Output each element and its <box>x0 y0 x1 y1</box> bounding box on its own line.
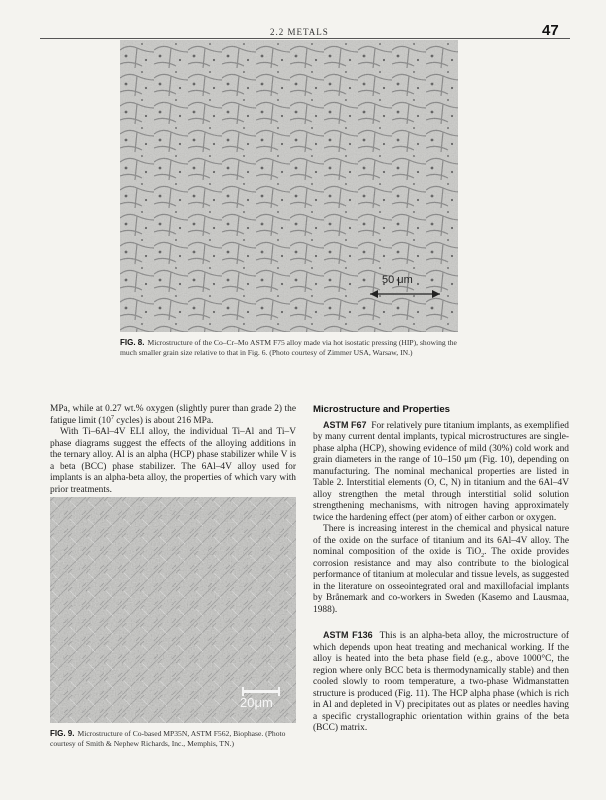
right-column <box>313 404 569 735</box>
left-para-1: MPa, while at 0.27 wt.% oxygen (slightly purer than grade 2) the fatigue limit ($10^7$ cycles) is about 216 MPa. <box>50 404 296 426</box>
header-rule <box>40 38 570 39</box>
fig8-micrograph-image <box>120 40 458 332</box>
section-heading: Microstructure and Properties <box>313 404 451 415</box>
page-number: 47 <box>542 22 559 39</box>
fig8-scale-label: 50 μm <box>382 274 413 286</box>
fig9-caption <box>50 729 296 749</box>
astm-f67-label: ASTM F67 <box>323 419 367 430</box>
fig9-caption-text: Microstructure of Co-based MP35N, ASTM F562, Biophase. (Photo courtesy of Smith & Nephew Richards, Inc., Memphis, TN.) <box>50 729 286 748</box>
running-head: 2.2 METALS <box>270 27 329 37</box>
fig9-scale-label: 20μm <box>240 695 273 710</box>
fig8-caption <box>120 338 458 358</box>
astm-f136-label: ASTM F136 <box>323 630 373 640</box>
fig9-micrograph-image <box>50 497 296 723</box>
oxide-paragraph: There is increasing interest in the chemical and physical nature of the oxide on the surface of titanium and its 6Al–4V alloy. The nominal composition of the oxide is TiO$_2$. The oxide provides corrosion resistance and may also contribute to the biological performance of titanium at molecular and tissue levels, as suggested in the literature on osseointegrated oral and maxillofacial implants by Brånemark and co-workers in Sweden (Kasemo and Lausmaa, 1988). <box>313 524 569 615</box>
fig8-caption-text: Microstructure of the Co–Cr–Mo ASTM F75 alloy made via hot isostatic pressing (HIP), showing the much smaller grain size relative to that in Fig. 6. (Photo courtesy of Zimmer USA, Warsaw, IN.) <box>120 338 457 357</box>
fig9-micrograph <box>50 497 296 723</box>
left-column <box>50 404 296 496</box>
fig8-caption-label: FIG. 8. <box>120 338 145 347</box>
astm-f67-paragraph: ASTM F67 For relatively pure titanium implants, as exemplified by many current dental implants, typical microstructures are single-phase alpha (HCP), showing evidence of mild (30%) cold work and grain diameters in the range of 10–150 μm (Fig. 10), depending on manufacturing. The nominal mechanical properties are listed in Table 2. Interstitial elements (O, C, N) in titanium and the 6Al–4V alloy strengthen the metal through interstitial solid solution strengthening mechanisms, with nitrogen having approximately twice the hardening effect (per atom) of either carbon or oxygen. <box>313 419 569 523</box>
left-para-2: With Ti–6Al–4V ELI alloy, the individual Ti–Al and Ti–V phase diagrams suggest the effects of the alloying additions in the ternary alloy. Al is an alpha (HCP) phase stabilizer while V is a beta (BCC) phase stabilizer. The 6Al–4V alloy used for implants is an alpha-beta alloy, the properties of which vary with prior treatments. <box>50 427 296 495</box>
astm-f136-paragraph: ASTM F136 This is an alpha-beta alloy, the microstructure of which depends upon heat treating and mechanical working. If the alloy is heated into the beta phase field (e.g., above 1000°C, the region where only BCC beta is thermodynamically stable) and then cooled slowly to room temperature, a two-phase Widmanstatten structure is produced (Fig. 11). The HCP alpha phase (which is rich in Al and depleted in V) precipitates out as plates or needles having a specific crystallographic orientation within grains of the beta (BCC) matrix. <box>313 630 570 733</box>
fig8-micrograph <box>120 40 458 332</box>
fig9-caption-label: FIG. 9. <box>50 729 75 738</box>
